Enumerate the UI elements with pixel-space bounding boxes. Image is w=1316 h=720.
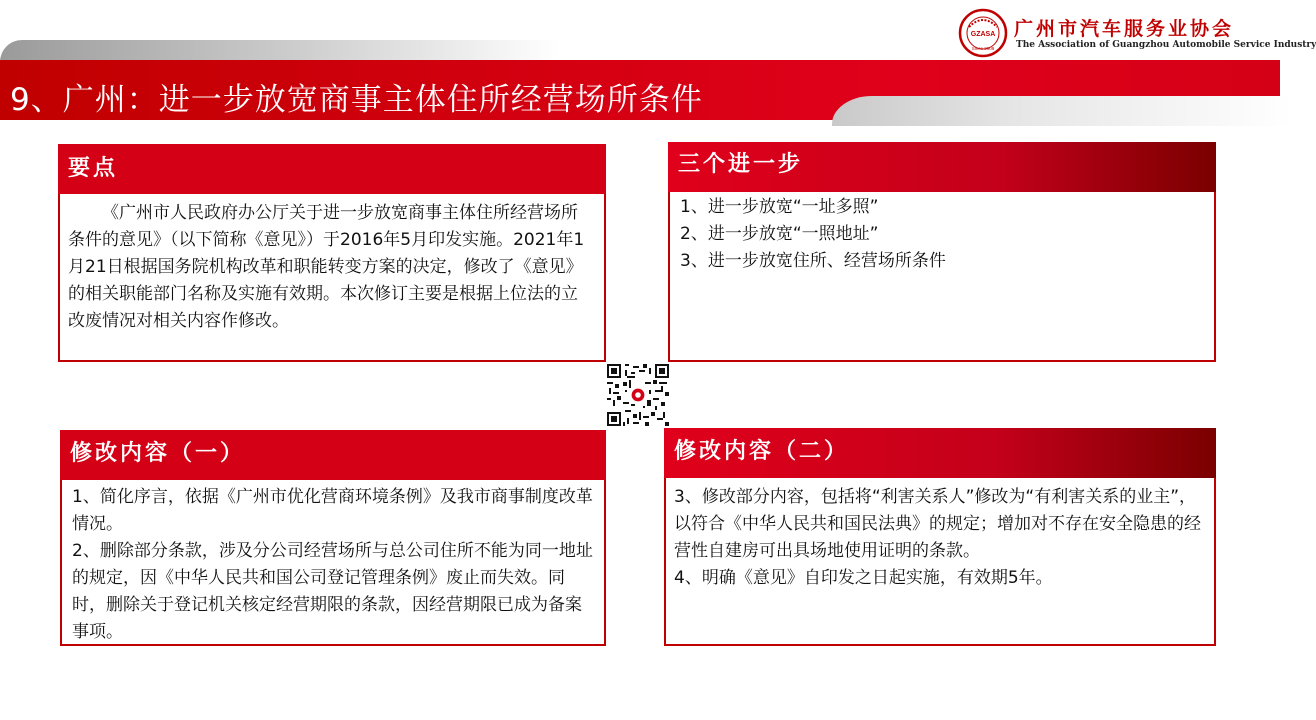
top-decor-swoosh xyxy=(0,40,560,62)
title-decor-swoosh xyxy=(832,96,1292,126)
org-name-cn: 广州市汽车服务业协会 xyxy=(1014,18,1235,40)
changes-one-heading: 修改内容（一） xyxy=(60,430,606,480)
change-item-2: 2、删除部分条款，涉及分公司经营场所与总公司住所不能为同一地址的规定，因《中华人民共和国公司登记管理条例》废止而失效。同时，删除关于登记机关核定经营期限的条款，因经营期限已成为备案事项。 xyxy=(72,541,593,642)
page-title: 9、广州：进一步放宽商事主体住所经营场所条件 xyxy=(10,82,703,118)
key-points-body xyxy=(62,200,600,356)
key-points-heading: 要点 xyxy=(58,144,606,194)
changes-two-body xyxy=(668,484,1212,644)
org-name-en: The Association of Guangzhou Automobile Service Industry xyxy=(1016,40,1316,50)
three-steps-body xyxy=(672,194,1210,294)
changes-one-body xyxy=(64,484,602,644)
key-points-text: 《广州市人民政府办公厅关于进一步放宽商事主体住所经营场所条件的意见》（以下简称《意见》）于2016年5月印发实施。2021年1月21日根据国务院机构改革和职能转变方案的决定，修改了《意见》的相关职能部门名称及实施有效期。本次修订主要是根据上位法的立改废情况对相关内容作修改。 xyxy=(68,203,585,331)
change-item-4: 4、明确《意见》自印发之日起实施，有效期5年。 xyxy=(674,568,1053,588)
association-seal-icon xyxy=(958,8,1008,58)
change-item-1: 1、简化序言，依据《广州市优化营商环境条例》及我市商事制度改革情况。 xyxy=(72,487,593,534)
association-logo xyxy=(958,8,1316,60)
changes-two-heading: 修改内容（二） xyxy=(664,428,1216,478)
change-item-3: 3、修改部分内容，包括将“利害关系人”修改为“有利害关系的业主”，以符合《中华人民共和国民法典》的规定；增加对不存在安全隐患的经营性自建房可出具场地使用证明的条款。 xyxy=(674,487,1201,561)
qr-code-icon xyxy=(607,364,669,426)
step-item-2: 2、进一步放宽“一照地址” xyxy=(680,224,879,244)
step-item-1: 1、进一步放宽“一址多照” xyxy=(680,197,879,217)
three-steps-heading: 三个进一步 xyxy=(668,142,1216,192)
step-item-3: 3、进一步放宽住所、经营场所条件 xyxy=(680,251,946,271)
seal-text: GZASA xyxy=(970,31,996,38)
seal-year: Since 2009 xyxy=(971,46,995,51)
